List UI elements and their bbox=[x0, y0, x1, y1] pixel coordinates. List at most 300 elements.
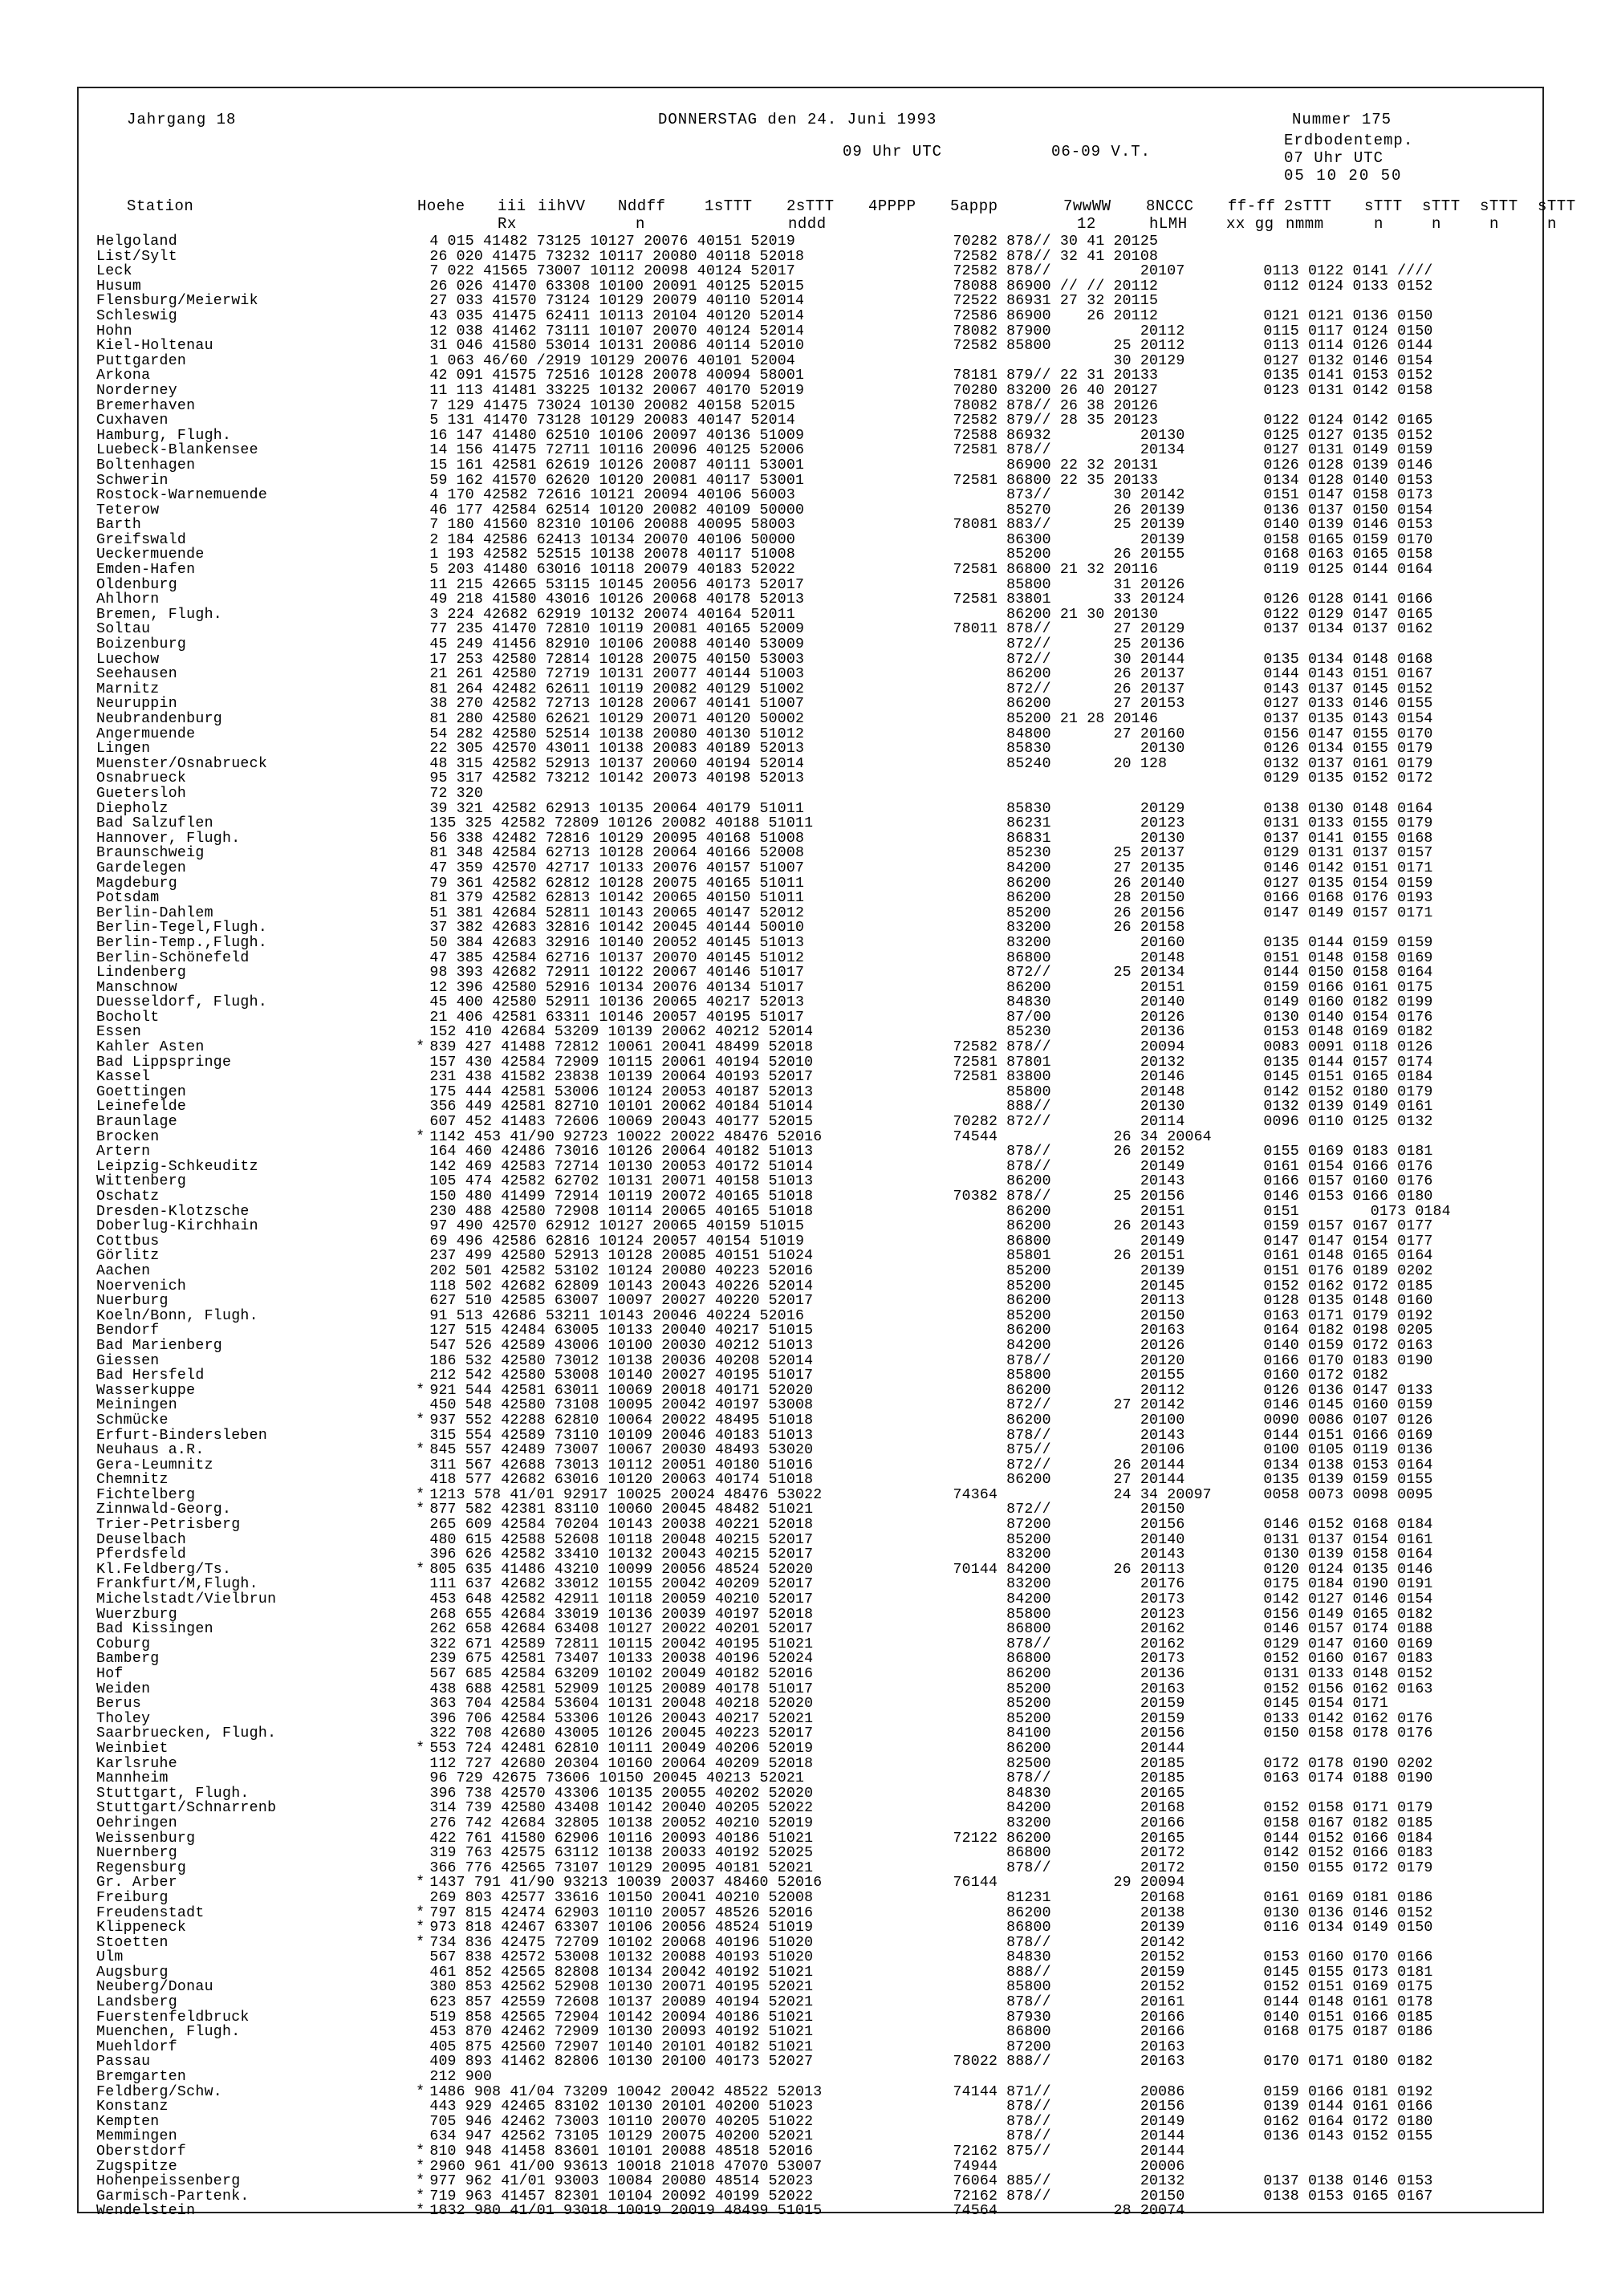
synop-groups-vt: 78081 883// 25 20139 bbox=[953, 517, 1185, 534]
table-row bbox=[96, 786, 1525, 802]
station-name: Bad Marienberg bbox=[96, 1337, 222, 1354]
station-name: Bamberg bbox=[96, 1651, 160, 1668]
station-name: Soltau bbox=[96, 621, 151, 638]
table-row bbox=[96, 652, 1525, 668]
synop-groups-vt: 70280 83200 26 40 20127 bbox=[953, 382, 1159, 399]
mountain-station-marker bbox=[411, 1055, 429, 1071]
col-nddd: nddd bbox=[788, 215, 827, 233]
synop-groups-vt: 86200 28 20150 bbox=[953, 890, 1185, 907]
synop-groups-vt: 72122 86200 20165 bbox=[953, 1830, 1185, 1847]
soil-temperatures: 0161 0148 0165 0164 bbox=[1263, 1248, 1433, 1265]
synop-groups-vt: 78181 879// 22 31 20133 bbox=[953, 368, 1159, 384]
station-name: Magdeburg bbox=[96, 875, 177, 892]
station-name: Marnitz bbox=[96, 681, 160, 697]
station-name: Manschnow bbox=[96, 979, 177, 996]
soil-temperatures: 0153 0148 0169 0182 bbox=[1263, 1024, 1433, 1041]
soil-temperatures: 0126 0128 0141 0166 bbox=[1263, 591, 1433, 608]
synop-groups-vt: 70282 872// 20114 bbox=[953, 1114, 1185, 1131]
synop-groups-09utc: 3 224 42682 62919 10132 20074 40164 52011 bbox=[429, 606, 796, 623]
station-name: Muenster/Osnabrueck bbox=[96, 755, 268, 772]
station-name: Koeln/Bonn, Flugh. bbox=[96, 1307, 258, 1324]
soil-temperatures: 0113 0122 0141 //// bbox=[1263, 263, 1433, 280]
synop-groups-09utc: 2 184 42586 62413 10134 20070 40106 50000 bbox=[429, 531, 796, 548]
col-station: Station bbox=[127, 197, 194, 215]
synop-groups-vt: 888// 20130 bbox=[953, 1099, 1185, 1115]
table-row bbox=[96, 1025, 1525, 1040]
synop-groups-09utc: 607 452 41483 72606 10069 20043 40177 52015 bbox=[429, 1114, 814, 1131]
weather-bulletin-sheet bbox=[77, 87, 1576, 2220]
mountain-station-marker bbox=[411, 920, 429, 936]
synop-groups-09utc: 202 501 42582 53102 10124 20080 40223 52016 bbox=[429, 1262, 814, 1279]
synop-groups-vt: 72581 87801 20132 bbox=[953, 1054, 1185, 1071]
mountain-station-marker: * bbox=[416, 1561, 425, 1578]
soil-temperatures: 0146 0152 0168 0184 bbox=[1263, 1517, 1433, 1534]
synop-groups-vt: 85230 25 20137 bbox=[953, 845, 1185, 862]
synop-groups-09utc: 810 948 41458 83601 10101 20088 48518 52016 bbox=[429, 2144, 814, 2160]
table-row bbox=[96, 1741, 1525, 1757]
table-row bbox=[96, 1712, 1525, 1727]
synop-groups-09utc: 1 193 42582 52515 10138 20078 40117 51008 bbox=[429, 547, 796, 563]
synop-groups-09utc: 268 655 42684 33019 10136 20039 40197 52018 bbox=[429, 1606, 814, 1623]
synop-groups-09utc: 805 635 41486 43210 10099 20056 48524 52020 bbox=[429, 1561, 814, 1578]
station-name: Luebeck-Blankensee bbox=[96, 442, 258, 459]
table-row bbox=[96, 861, 1525, 876]
table-row bbox=[96, 1786, 1525, 1802]
mountain-station-marker bbox=[411, 2099, 429, 2115]
table-row bbox=[96, 1428, 1525, 1444]
table-row bbox=[96, 1518, 1525, 1533]
synop-groups-vt: 72582 879// 28 35 20123 bbox=[953, 412, 1159, 429]
mountain-station-marker bbox=[411, 1891, 429, 1906]
utc-time-label: 09 Uhr UTC bbox=[843, 143, 943, 161]
station-name: Stuttgart/Schnarrenb bbox=[96, 1800, 277, 1817]
soil-temperatures: 0163 0174 0188 0190 bbox=[1263, 1770, 1433, 1787]
synop-groups-09utc: 38 270 42582 72713 10128 20067 40141 51007 bbox=[429, 696, 805, 713]
synop-groups-vt: 83200 26 20158 bbox=[953, 920, 1185, 937]
mountain-station-marker: * bbox=[416, 1875, 425, 1892]
table-row bbox=[96, 697, 1525, 712]
soil-temperatures: 0128 0135 0148 0160 bbox=[1263, 1293, 1433, 1310]
synop-groups-09utc: 91 513 42686 53211 10143 20046 40224 52016 bbox=[429, 1307, 805, 1324]
mountain-station-marker bbox=[411, 234, 429, 250]
soil-temperatures: 0135 0141 0153 0152 bbox=[1263, 368, 1433, 384]
station-name: Essen bbox=[96, 1024, 142, 1041]
synop-groups-09utc: 1437 791 41/90 93213 10039 20037 48460 52016 bbox=[429, 1875, 823, 1892]
synop-groups-09utc: 7 129 41475 73024 10130 20082 40158 52015 bbox=[429, 397, 796, 414]
synop-groups-vt: 85200 21 28 20146 bbox=[953, 711, 1159, 727]
mountain-station-marker bbox=[411, 1831, 429, 1847]
synop-groups-09utc: 4 170 42582 72616 10121 20094 40106 56003 bbox=[429, 487, 796, 504]
synop-groups-vt: 83200 20143 bbox=[953, 1546, 1185, 1563]
station-name: List/Sylt bbox=[96, 248, 177, 265]
table-row bbox=[96, 1906, 1525, 1921]
table-row bbox=[96, 234, 1525, 250]
soil-temperatures: 0151 0147 0158 0173 bbox=[1263, 487, 1433, 504]
table-row bbox=[96, 1234, 1525, 1250]
synop-groups-vt: 85830 20129 bbox=[953, 800, 1185, 817]
synop-groups-09utc: 623 857 42559 72608 10137 20089 40194 52021 bbox=[429, 1994, 814, 2011]
synop-groups-vt: 875// 20106 bbox=[953, 1442, 1185, 1459]
table-row bbox=[96, 324, 1525, 339]
synop-groups-vt: 70144 84200 26 20113 bbox=[953, 1561, 1185, 1578]
mountain-station-marker bbox=[411, 697, 429, 712]
synop-groups-vt: 72162 878// 20150 bbox=[953, 2188, 1185, 2205]
synop-groups-09utc: 98 393 42682 72911 10122 20067 40146 51017 bbox=[429, 965, 805, 981]
soil-temperatures: 0137 0134 0137 0162 bbox=[1263, 621, 1433, 638]
synop-groups-vt: 87930 20166 bbox=[953, 2009, 1185, 2026]
synop-groups-vt: 86200 21 30 20130 bbox=[953, 606, 1159, 623]
soil-temperatures bbox=[1263, 2160, 1525, 2175]
soil-temperatures bbox=[1263, 234, 1525, 250]
table-row bbox=[96, 1846, 1525, 1861]
station-name: Potsdam bbox=[96, 890, 160, 907]
soil-temperatures: 0170 0171 0180 0182 bbox=[1263, 2054, 1433, 2070]
station-name: Braunlage bbox=[96, 1114, 177, 1131]
synop-groups-vt: 84800 27 20160 bbox=[953, 725, 1185, 742]
soil-temperatures: 0175 0184 0190 0191 bbox=[1263, 1576, 1433, 1593]
synop-groups-09utc: 366 776 42565 73107 10129 20095 40181 52021 bbox=[429, 1859, 814, 1876]
table-row bbox=[96, 1771, 1525, 1786]
soil-temperatures: 0158 0167 0182 0185 bbox=[1263, 1814, 1433, 1831]
station-name: Wendelstein bbox=[96, 2203, 196, 2220]
synop-groups-09utc: 797 815 42474 62903 10110 20057 48526 52016 bbox=[429, 1904, 814, 1921]
synop-groups-vt bbox=[953, 771, 1263, 786]
mountain-station-marker bbox=[411, 637, 429, 652]
station-name: Stoetten bbox=[96, 1934, 169, 1951]
table-row bbox=[96, 250, 1525, 265]
mountain-station-marker bbox=[411, 891, 429, 906]
mountain-station-marker bbox=[411, 965, 429, 981]
synop-groups-09utc: 314 739 42580 43408 10142 20040 40205 52022 bbox=[429, 1800, 814, 1817]
synop-groups-vt: 85200 20150 bbox=[953, 1307, 1185, 1324]
synop-groups-vt: 74364 24 34 20097 bbox=[953, 1486, 1212, 1503]
synop-groups-09utc: 45 400 42580 52911 10136 20065 40217 52013 bbox=[429, 994, 805, 1011]
mountain-station-marker bbox=[411, 2054, 429, 2070]
table-row bbox=[96, 1667, 1525, 1682]
soil-temperatures: 0150 0158 0178 0176 bbox=[1263, 1725, 1433, 1742]
synop-groups-vt: 872// 27 20142 bbox=[953, 1397, 1185, 1414]
mountain-station-marker bbox=[411, 1144, 429, 1160]
synop-groups-09utc: 567 685 42584 63209 10102 20049 40182 52016 bbox=[429, 1666, 814, 1682]
soil-temperatures: 0127 0132 0146 0154 bbox=[1263, 352, 1433, 369]
col-rx: Rx bbox=[498, 215, 517, 233]
synop-groups-09utc: 43 035 41475 62411 10113 20104 40120 52014 bbox=[429, 307, 805, 324]
synop-groups-09utc: 1832 980 41/01 93018 10019 20019 48499 51015 bbox=[429, 2203, 823, 2220]
soil-temperatures: 0151 0176 0189 0202 bbox=[1263, 1262, 1433, 1279]
table-row bbox=[96, 1622, 1525, 1637]
station-name: Neuhaus a.R. bbox=[96, 1442, 205, 1459]
mountain-station-marker bbox=[411, 2115, 429, 2130]
synop-groups-vt: 86800 20173 bbox=[953, 1651, 1185, 1668]
soil-temperatures: 0129 0135 0152 0172 bbox=[1263, 770, 1433, 787]
synop-groups-09utc: 547 526 42589 43006 10100 20030 40212 51013 bbox=[429, 1337, 814, 1354]
mountain-station-marker bbox=[411, 981, 429, 996]
soil-temperatures bbox=[1263, 399, 1525, 414]
synop-groups-09utc: 553 724 42481 62810 10111 20049 40206 52019 bbox=[429, 1740, 814, 1757]
synop-groups-vt: 84200 20168 bbox=[953, 1800, 1185, 1817]
table-row bbox=[96, 1174, 1525, 1189]
synop-groups-vt: 72581 86800 21 32 20116 bbox=[953, 562, 1159, 579]
synop-groups-vt: 86231 20123 bbox=[953, 815, 1185, 832]
table-row bbox=[96, 547, 1525, 563]
table-row bbox=[96, 1398, 1525, 1413]
mountain-station-marker bbox=[411, 771, 429, 786]
synop-groups-09utc: 11 215 42665 53115 10145 20056 40173 52017 bbox=[429, 576, 805, 593]
table-row bbox=[96, 1323, 1525, 1339]
table-row bbox=[96, 1115, 1525, 1130]
table-row bbox=[96, 279, 1525, 295]
synop-groups-vt: 85200 20145 bbox=[953, 1278, 1185, 1294]
synop-groups-vt: 70282 878// 30 41 20125 bbox=[953, 234, 1159, 250]
soil-temperatures: 0146 0157 0174 0188 bbox=[1263, 1621, 1433, 1638]
mountain-station-marker bbox=[411, 413, 429, 429]
soil-temperatures: 0100 0105 0119 0136 bbox=[1263, 1442, 1433, 1459]
soil-temperatures: 0145 0151 0165 0184 bbox=[1263, 1069, 1433, 1086]
synop-groups-09utc: 921 544 42581 63011 10069 20018 40171 52020 bbox=[429, 1382, 814, 1399]
table-row bbox=[96, 1160, 1525, 1175]
synop-groups-vt: 83200 20176 bbox=[953, 1576, 1185, 1593]
station-name: Hohenpeissenberg bbox=[96, 2173, 241, 2190]
synop-groups-vt: 878// 20156 bbox=[953, 2099, 1185, 2115]
synop-groups-vt: 85240 20 128 bbox=[953, 755, 1168, 772]
soil-temperatures: 0160 0172 0182 bbox=[1263, 1367, 1388, 1384]
mountain-station-marker bbox=[411, 2025, 429, 2040]
synop-groups-09utc: 418 577 42682 63016 10120 20063 40174 51018 bbox=[429, 1472, 814, 1489]
table-row bbox=[96, 906, 1525, 921]
mountain-station-marker: * bbox=[416, 1128, 425, 1145]
soil-temperatures: 0134 0138 0153 0164 bbox=[1263, 1457, 1433, 1473]
station-name: Saarbruecken, Flugh. bbox=[96, 1725, 277, 1742]
mountain-station-marker bbox=[411, 368, 429, 384]
station-name: Dresden-Klotzsche bbox=[96, 1203, 250, 1220]
mountain-station-marker bbox=[411, 1249, 429, 1264]
table-row bbox=[96, 413, 1525, 429]
soil-temperatures: 0151 0148 0158 0169 bbox=[1263, 949, 1433, 966]
synop-groups-vt: 86300 20139 bbox=[953, 531, 1185, 548]
synop-groups-vt: 78082 878// 26 38 20126 bbox=[953, 397, 1159, 414]
soil-temperatures: 0149 0160 0182 0199 bbox=[1263, 994, 1433, 1011]
col-xxgg: xx gg bbox=[1226, 215, 1274, 233]
table-row bbox=[96, 1368, 1525, 1384]
soil-temperatures: 0129 0131 0137 0157 bbox=[1263, 845, 1433, 862]
synop-groups-vt: 85800 20152 bbox=[953, 1979, 1185, 1996]
table-row bbox=[96, 264, 1525, 279]
synop-groups-vt: 86800 20172 bbox=[953, 1845, 1185, 1862]
mountain-station-marker bbox=[411, 1219, 429, 1234]
soil-temperatures: 0125 0127 0135 0152 bbox=[1263, 427, 1433, 444]
synop-groups-09utc: 212 900 bbox=[429, 2069, 493, 2086]
synop-groups-vt: 878// 20185 bbox=[953, 1770, 1185, 1787]
synop-groups-09utc: 977 962 41/01 93003 10084 20080 48514 52023 bbox=[429, 2173, 814, 2190]
table-row bbox=[96, 1637, 1525, 1652]
synop-groups-vt: 84100 20156 bbox=[953, 1725, 1185, 1742]
soil-temperatures: 0145 0155 0173 0181 bbox=[1263, 1964, 1433, 1981]
synop-groups-vt: 86800 20139 bbox=[953, 1920, 1185, 1936]
synop-groups-09utc: 480 615 42588 52608 10118 20048 40215 52017 bbox=[429, 1531, 814, 1548]
synop-groups-09utc: 81 379 42582 62813 10142 20065 40150 51011 bbox=[429, 890, 805, 907]
soil-temperatures: 0135 0134 0148 0168 bbox=[1263, 651, 1433, 668]
mountain-station-marker bbox=[411, 1533, 429, 1548]
table-row bbox=[96, 727, 1525, 742]
col-2sttt: 2sTTT bbox=[786, 197, 835, 215]
synop-groups-09utc: 315 554 42589 73110 10109 20046 40183 51013 bbox=[429, 1427, 814, 1444]
station-name: Regensburg bbox=[96, 1859, 187, 1876]
synop-groups-vt: 72588 86932 20130 bbox=[953, 427, 1185, 444]
soil-temperatures bbox=[1263, 920, 1525, 936]
synop-groups-vt: 84200 20126 bbox=[953, 1337, 1185, 1354]
soil-temperatures: 0127 0131 0149 0159 bbox=[1263, 442, 1433, 459]
soil-temperatures bbox=[1263, 2204, 1525, 2219]
synop-groups-vt: 74144 871// 20086 bbox=[953, 2083, 1185, 2100]
synop-groups-09utc: 26 020 41475 73232 10117 20080 40118 52018 bbox=[429, 248, 805, 265]
synop-groups-09utc: 4 015 41482 73125 10127 20076 40151 52019 bbox=[429, 234, 796, 250]
synop-groups-vt: 72581 86800 22 35 20133 bbox=[953, 472, 1159, 489]
synop-groups-09utc: 14 156 41475 72711 10116 20096 40125 52006 bbox=[429, 442, 805, 459]
synop-groups-vt: 84200 20173 bbox=[953, 1591, 1185, 1608]
col-hoehe: Hoehe bbox=[417, 197, 465, 215]
vt-label: 06-09 V.T. bbox=[1051, 143, 1152, 161]
mountain-station-marker: * bbox=[416, 1382, 425, 1399]
bulletin-number: Nummer 175 bbox=[1292, 111, 1392, 128]
soil-temperatures bbox=[1263, 2040, 1525, 2055]
station-name: Boizenburg bbox=[96, 636, 187, 653]
soil-temperatures bbox=[1263, 1786, 1525, 1802]
mountain-station-marker bbox=[411, 1279, 429, 1294]
table-row bbox=[96, 1219, 1525, 1234]
col-4pppp: 4PPPP bbox=[868, 197, 916, 215]
soil-temperatures: 0122 0124 0142 0165 bbox=[1263, 412, 1433, 429]
mountain-station-marker bbox=[411, 876, 429, 892]
mountain-station-marker bbox=[411, 652, 429, 668]
col-soil-n-2: n bbox=[1432, 215, 1441, 233]
synop-groups-vt: 87200 20156 bbox=[953, 1517, 1185, 1534]
station-name: Erfurt-Bindersleben bbox=[96, 1427, 268, 1444]
table-row bbox=[96, 339, 1525, 354]
table-row bbox=[96, 936, 1525, 951]
synop-groups-09utc: 634 947 42562 73105 10129 20075 40200 52021 bbox=[429, 2128, 814, 2145]
station-name: Giessen bbox=[96, 1352, 160, 1369]
synop-groups-vt: 872// 30 20144 bbox=[953, 651, 1185, 668]
col-nddff: Nddff bbox=[618, 197, 666, 215]
synop-groups-09utc: 21 261 42580 72719 10131 20077 40144 51003 bbox=[429, 666, 805, 683]
soil-temperatures: 0152 0162 0172 0185 bbox=[1263, 1278, 1433, 1294]
soil-temperatures: 0096 0110 0125 0132 bbox=[1263, 1114, 1433, 1131]
synop-groups-vt: 85230 20136 bbox=[953, 1024, 1185, 1041]
table-row bbox=[96, 1488, 1525, 1503]
table-row bbox=[96, 1055, 1525, 1071]
soil-temperatures: 0131 0133 0155 0179 bbox=[1263, 815, 1433, 832]
mountain-station-marker bbox=[411, 1592, 429, 1607]
station-name: Wittenberg bbox=[96, 1173, 187, 1190]
station-name: Hamburg, Flugh. bbox=[96, 427, 232, 444]
station-name: Hof bbox=[96, 1666, 124, 1682]
synop-groups-vt: 74564 28 20074 bbox=[953, 2203, 1185, 2220]
station-name: Helgoland bbox=[96, 234, 177, 250]
synop-groups-vt: 86200 20113 bbox=[953, 1293, 1185, 1310]
mountain-station-marker bbox=[411, 786, 429, 802]
soil-temperatures: 0113 0114 0126 0144 bbox=[1263, 338, 1433, 355]
table-row bbox=[96, 831, 1525, 847]
synop-groups-vt: 76144 29 20094 bbox=[953, 1875, 1185, 1892]
col-soil-10: sTTT bbox=[1422, 197, 1461, 215]
station-name: Pferdsfeld bbox=[96, 1546, 187, 1563]
station-name: Kempten bbox=[96, 2113, 160, 2130]
mountain-station-marker bbox=[411, 518, 429, 533]
synop-groups-vt: 878// 20142 bbox=[953, 1934, 1185, 1951]
observations-table bbox=[96, 234, 1525, 2219]
soil-temperatures: 0142 0127 0146 0154 bbox=[1263, 1591, 1433, 1608]
mountain-station-marker bbox=[411, 429, 429, 444]
synop-groups-vt: 70382 878// 25 20156 bbox=[953, 1189, 1185, 1205]
table-row bbox=[96, 1861, 1525, 1876]
mountain-station-marker bbox=[411, 1458, 429, 1473]
synop-groups-vt: 74944 20006 bbox=[953, 2158, 1185, 2175]
synop-groups-vt: 878// 20161 bbox=[953, 1994, 1185, 2011]
station-name: Duesseldorf, Flugh. bbox=[96, 994, 268, 1011]
synop-groups-vt: 84830 20152 bbox=[953, 1949, 1185, 1966]
station-name: Guetersloh bbox=[96, 785, 187, 802]
mountain-station-marker bbox=[411, 1950, 429, 1965]
mountain-station-marker bbox=[411, 264, 429, 279]
mountain-station-marker: * bbox=[416, 1039, 425, 1056]
station-name: Teterow bbox=[96, 502, 160, 518]
synop-groups-vt: 85200 20159 bbox=[953, 1710, 1185, 1727]
station-name: Bad Hersfeld bbox=[96, 1367, 205, 1384]
synop-groups-vt: 85800 20155 bbox=[953, 1367, 1185, 1384]
mountain-station-marker: * bbox=[416, 1934, 425, 1951]
station-name: Berlin-Dahlem bbox=[96, 904, 213, 921]
station-name: Hannover, Flugh. bbox=[96, 830, 241, 847]
table-row bbox=[96, 578, 1525, 593]
col-soil-n-1: n bbox=[1374, 215, 1384, 233]
mountain-station-marker bbox=[411, 1846, 429, 1861]
synop-groups-vt: 878// 26 20152 bbox=[953, 1144, 1185, 1160]
table-row bbox=[96, 2115, 1525, 2130]
soil-temperatures bbox=[1263, 1130, 1525, 1145]
table-row bbox=[96, 443, 1525, 458]
soil-temperatures: 0112 0124 0133 0152 bbox=[1263, 278, 1433, 295]
synop-groups-vt: 72162 875// 20144 bbox=[953, 2144, 1185, 2160]
synop-groups-09utc: 1 063 46/60 /2919 10129 20076 40101 52004 bbox=[429, 352, 796, 369]
station-name: Fichtelberg bbox=[96, 1486, 196, 1503]
synop-groups-09utc: 97 490 42570 62912 10127 20065 40159 51015 bbox=[429, 1218, 805, 1235]
mountain-station-marker: * bbox=[416, 1412, 425, 1428]
col-ffff: ff-ff bbox=[1228, 197, 1276, 215]
mountain-station-marker bbox=[411, 1547, 429, 1562]
synop-groups-09utc: 380 853 42562 52908 10130 20071 40195 52021 bbox=[429, 1979, 814, 1996]
station-name: Bendorf bbox=[96, 1323, 160, 1339]
mountain-station-marker bbox=[411, 1697, 429, 1712]
synop-groups-09utc: 127 515 42484 63005 10133 20040 40217 51015 bbox=[429, 1323, 814, 1339]
synop-groups-09utc: 21 406 42581 63311 10146 20057 40195 51017 bbox=[429, 1009, 805, 1026]
synop-groups-vt: 84830 20140 bbox=[953, 994, 1185, 1011]
mountain-station-marker: * bbox=[416, 1740, 425, 1757]
mountain-station-marker bbox=[411, 1816, 429, 1831]
synop-groups-vt: 78011 878// 27 20129 bbox=[953, 621, 1185, 638]
table-row bbox=[96, 2189, 1525, 2205]
table-row bbox=[96, 1189, 1525, 1205]
station-name: Neubrandenburg bbox=[96, 711, 222, 727]
soil-temperatures: 0164 0182 0198 0205 bbox=[1263, 1323, 1433, 1339]
table-row bbox=[96, 802, 1525, 817]
station-name: Cuxhaven bbox=[96, 412, 169, 429]
synop-groups-09utc: 276 742 42684 32805 10138 20052 40210 52019 bbox=[429, 1814, 814, 1831]
soil-temperatures: 0138 0130 0148 0164 bbox=[1263, 800, 1433, 817]
soil-temperatures: 0132 0139 0149 0161 bbox=[1263, 1099, 1433, 1115]
mountain-station-marker: * bbox=[416, 1502, 425, 1518]
mountain-station-marker bbox=[411, 1010, 429, 1026]
table-row bbox=[96, 637, 1525, 652]
